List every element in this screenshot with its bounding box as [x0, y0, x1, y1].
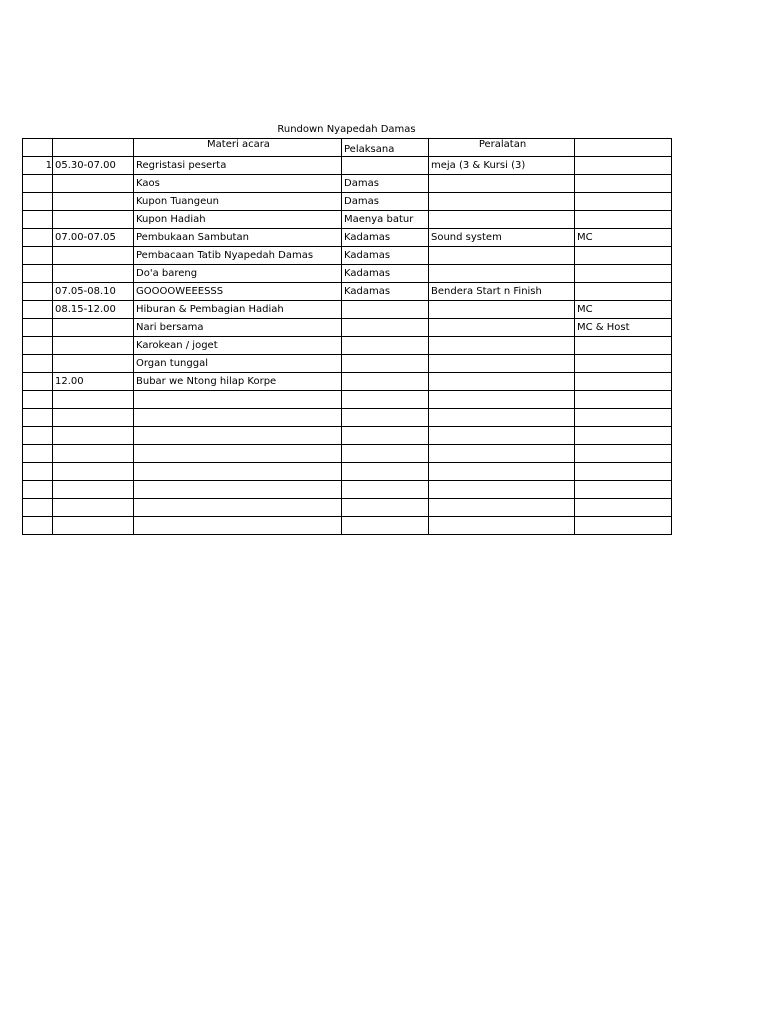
cell-waktu[interactable] — [53, 337, 134, 355]
cell-materi[interactable]: GOOOOWEEESSS — [134, 283, 342, 301]
cell-waktu[interactable] — [53, 211, 134, 229]
empty-cell[interactable] — [53, 481, 134, 499]
empty-cell[interactable] — [134, 481, 342, 499]
empty-cell[interactable] — [134, 391, 342, 409]
cell-no[interactable] — [23, 373, 53, 391]
cell-pelaksana[interactable] — [342, 319, 429, 337]
table-row — [23, 373, 672, 391]
cell-waktu[interactable] — [53, 265, 134, 283]
cell-waktu[interactable]: 05.30-07.00 — [53, 157, 134, 175]
cell-peralatan[interactable] — [429, 175, 575, 193]
header-cell-pelaksana[interactable]: Pelaksana — [342, 139, 429, 157]
cell-peralatan[interactable] — [429, 337, 575, 355]
empty-cell[interactable] — [23, 517, 53, 535]
cell-pelaksana[interactable]: Kadamas — [342, 283, 429, 301]
rundown-table — [22, 138, 672, 535]
cell-materi[interactable]: Pembukaan Sambutan — [134, 229, 342, 247]
empty-cell[interactable] — [575, 517, 672, 535]
empty-cell[interactable] — [429, 409, 575, 427]
empty-cell[interactable] — [342, 463, 429, 481]
empty-row — [23, 517, 672, 535]
empty-cell[interactable] — [575, 409, 672, 427]
cell-no[interactable] — [23, 175, 53, 193]
empty-cell[interactable] — [134, 517, 342, 535]
empty-cell[interactable] — [575, 481, 672, 499]
empty-cell[interactable] — [53, 445, 134, 463]
table-row — [23, 247, 672, 265]
cell-materi[interactable]: Kupon Tuangeun — [134, 193, 342, 211]
header-cell-waktu[interactable] — [53, 139, 134, 157]
cell-keterangan[interactable] — [575, 193, 672, 211]
empty-cell[interactable] — [23, 427, 53, 445]
empty-cell[interactable] — [23, 481, 53, 499]
cell-pelaksana[interactable]: Damas — [342, 175, 429, 193]
empty-row — [23, 481, 672, 499]
cell-peralatan[interactable] — [429, 301, 575, 319]
cell-waktu[interactable] — [53, 175, 134, 193]
empty-row — [23, 445, 672, 463]
cell-no[interactable] — [23, 283, 53, 301]
cell-waktu[interactable]: 12.00 — [53, 373, 134, 391]
table-row — [23, 211, 672, 229]
cell-peralatan[interactable] — [429, 247, 575, 265]
cell-pelaksana[interactable] — [342, 157, 429, 175]
empty-cell[interactable] — [342, 427, 429, 445]
table-row — [23, 265, 672, 283]
table-row — [23, 229, 672, 247]
cell-waktu[interactable] — [53, 319, 134, 337]
table-row — [23, 301, 672, 319]
table-row — [23, 283, 672, 301]
empty-cell[interactable] — [429, 481, 575, 499]
cell-keterangan[interactable]: MC — [575, 229, 672, 247]
table-row — [23, 355, 672, 373]
table-row — [23, 157, 672, 175]
empty-cell[interactable] — [342, 517, 429, 535]
cell-no[interactable] — [23, 355, 53, 373]
cell-peralatan[interactable]: Bendera Start n Finish — [429, 283, 575, 301]
cell-peralatan[interactable] — [429, 193, 575, 211]
header-cell-peralatan[interactable]: Peralatan — [429, 139, 575, 157]
table-row — [23, 319, 672, 337]
empty-cell[interactable] — [429, 499, 575, 517]
cell-keterangan[interactable] — [575, 265, 672, 283]
empty-cell[interactable] — [53, 463, 134, 481]
empty-cell[interactable] — [134, 499, 342, 517]
cell-no[interactable] — [23, 247, 53, 265]
cell-materi[interactable]: Do'a bareng — [134, 265, 342, 283]
cell-no[interactable] — [23, 211, 53, 229]
empty-cell[interactable] — [53, 391, 134, 409]
cell-peralatan[interactable] — [429, 211, 575, 229]
empty-cell[interactable] — [575, 499, 672, 517]
header-cell-materi[interactable]: Materi acara — [134, 139, 342, 157]
cell-no[interactable] — [23, 301, 53, 319]
sheet-title: Rundown Nyapedah Damas — [277, 124, 416, 135]
cell-no[interactable] — [23, 337, 53, 355]
empty-cell[interactable] — [342, 481, 429, 499]
cell-peralatan[interactable] — [429, 373, 575, 391]
cell-keterangan[interactable] — [575, 175, 672, 193]
empty-cell[interactable] — [429, 391, 575, 409]
table-row — [23, 175, 672, 193]
empty-cell[interactable] — [53, 427, 134, 445]
empty-cell[interactable] — [134, 463, 342, 481]
empty-cell[interactable] — [23, 499, 53, 517]
cell-pelaksana[interactable] — [342, 337, 429, 355]
cell-waktu[interactable]: 07.00-07.05 — [53, 229, 134, 247]
table-row — [23, 193, 672, 211]
empty-cell[interactable] — [23, 409, 53, 427]
cell-keterangan[interactable] — [575, 247, 672, 265]
empty-cell[interactable] — [575, 445, 672, 463]
cell-no[interactable] — [23, 265, 53, 283]
cell-pelaksana[interactable]: Kadamas — [342, 229, 429, 247]
empty-cell[interactable] — [429, 427, 575, 445]
cell-keterangan[interactable] — [575, 337, 672, 355]
empty-cell[interactable] — [575, 463, 672, 481]
cell-pelaksana[interactable]: Maenya batur — [342, 211, 429, 229]
cell-keterangan[interactable] — [575, 283, 672, 301]
cell-materi[interactable]: Hiburan & Pembagian Hadiah — [134, 301, 342, 319]
cell-waktu[interactable]: 07.05-08.10 — [53, 283, 134, 301]
table-row — [23, 337, 672, 355]
cell-keterangan[interactable] — [575, 157, 672, 175]
empty-cell[interactable] — [134, 409, 342, 427]
empty-cell[interactable] — [575, 427, 672, 445]
empty-cell[interactable] — [23, 445, 53, 463]
cell-keterangan[interactable]: MC — [575, 301, 672, 319]
empty-row — [23, 463, 672, 481]
empty-cell[interactable] — [134, 427, 342, 445]
empty-cell[interactable] — [429, 463, 575, 481]
cell-no[interactable] — [23, 229, 53, 247]
cell-keterangan[interactable] — [575, 211, 672, 229]
cell-materi[interactable]: Karokean / joget — [134, 337, 342, 355]
empty-row — [23, 499, 672, 517]
cell-peralatan[interactable]: Sound system — [429, 229, 575, 247]
cell-waktu[interactable]: 08.15-12.00 — [53, 301, 134, 319]
cell-materi[interactable]: Bubar we Ntong hilap Korpe — [134, 373, 342, 391]
empty-cell[interactable] — [342, 409, 429, 427]
cell-pelaksana[interactable]: Kadamas — [342, 265, 429, 283]
header-cell-keterangan[interactable] — [575, 139, 672, 157]
cell-no[interactable] — [23, 319, 53, 337]
header-row — [23, 139, 672, 157]
cell-materi[interactable]: Kupon Hadiah — [134, 211, 342, 229]
cell-no[interactable] — [23, 193, 53, 211]
cell-peralatan[interactable]: meja (3 & Kursi (3) — [429, 157, 575, 175]
cell-pelaksana[interactable]: Kadamas — [342, 247, 429, 265]
empty-cell[interactable] — [53, 409, 134, 427]
cell-waktu[interactable] — [53, 193, 134, 211]
header-cell-no[interactable] — [23, 139, 53, 157]
empty-cell[interactable] — [429, 517, 575, 535]
empty-cell[interactable] — [342, 499, 429, 517]
cell-waktu[interactable] — [53, 247, 134, 265]
cell-materi[interactable]: Organ tunggal — [134, 355, 342, 373]
cell-keterangan[interactable] — [575, 355, 672, 373]
cell-materi[interactable]: Nari bersama — [134, 319, 342, 337]
cell-pelaksana[interactable] — [342, 355, 429, 373]
cell-pelaksana[interactable] — [342, 373, 429, 391]
cell-peralatan[interactable] — [429, 319, 575, 337]
empty-cell[interactable] — [134, 445, 342, 463]
empty-cell[interactable] — [575, 391, 672, 409]
empty-cell[interactable] — [429, 445, 575, 463]
cell-pelaksana[interactable] — [342, 301, 429, 319]
cell-peralatan[interactable] — [429, 355, 575, 373]
cell-materi[interactable]: Regristasi peserta — [134, 157, 342, 175]
cell-keterangan[interactable]: MC & Host — [575, 319, 672, 337]
cell-keterangan[interactable] — [575, 373, 672, 391]
cell-pelaksana[interactable]: Damas — [342, 193, 429, 211]
cell-materi[interactable]: Pembacaan Tatib Nyapedah Damas — [134, 247, 342, 265]
empty-cell[interactable] — [23, 463, 53, 481]
empty-row — [23, 427, 672, 445]
cell-materi[interactable]: Kaos — [134, 175, 342, 193]
empty-cell[interactable] — [53, 499, 134, 517]
cell-peralatan[interactable] — [429, 265, 575, 283]
empty-cell[interactable] — [342, 445, 429, 463]
empty-cell[interactable] — [342, 391, 429, 409]
empty-row — [23, 391, 672, 409]
cell-waktu[interactable] — [53, 355, 134, 373]
cell-no[interactable]: 1 — [23, 157, 53, 175]
empty-cell[interactable] — [53, 517, 134, 535]
empty-row — [23, 409, 672, 427]
empty-cell[interactable] — [23, 391, 53, 409]
